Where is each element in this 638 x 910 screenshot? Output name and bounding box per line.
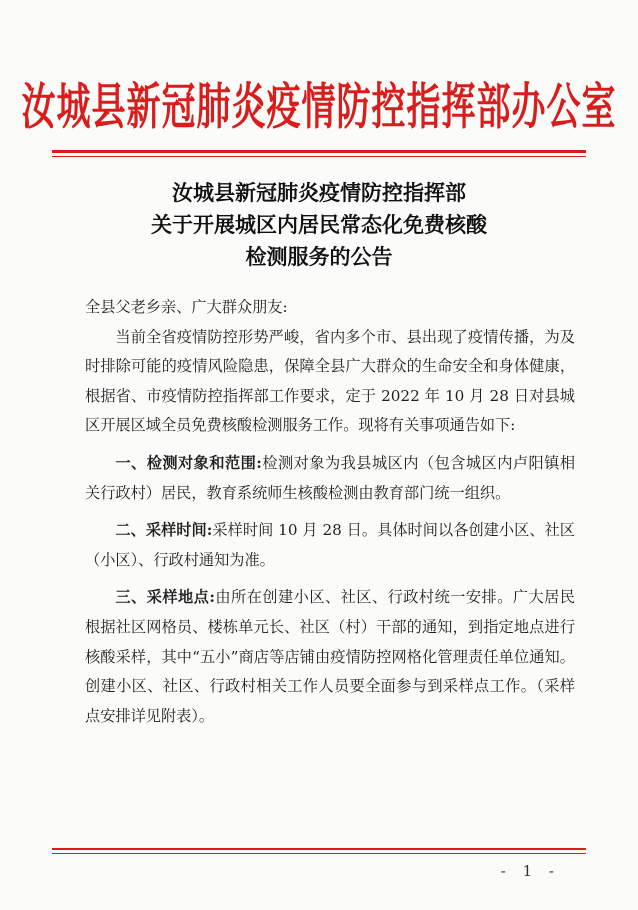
footer-rule-top — [52, 848, 586, 850]
section-testing-scope — [85, 449, 575, 508]
title-line-1: 汝城县新冠肺炎疫情防控指挥部 — [172, 180, 466, 205]
announcement-title — [0, 177, 638, 273]
page-number: - 1 - — [500, 862, 560, 880]
letterhead-rule-thick — [52, 150, 586, 153]
title-line-2: 关于开展城区内居民常态化免费核酸 — [151, 212, 487, 237]
letterhead-title: 汝城县新冠肺炎疫情防控指挥部办公室 — [21, 78, 617, 137]
section-sampling-time — [85, 516, 575, 575]
section-text: 检测对象为我县城区内（包含城区内卢阳镇相关行政村）居民，教育系统师生核酸检测由教育部门统一组织。 — [85, 453, 576, 502]
section-text: 由所在创建小区、社区、行政村统一安排。广大居民根据社区网格员、楼栋单元长、社区（村）干部的通知，到指定地点进行核酸采样，其中“五小”商店等店铺由疫情防控网格化管理责任单位通知。创建小区、社区、行政村相关工作人员要全面参与到采样点工作。（采样点安排详见附表）。 — [85, 588, 576, 725]
announcement-body — [85, 293, 575, 731]
salutation: 全县父老乡亲、广大群众朋友: — [85, 298, 288, 316]
section-heading: 三、采样地点: — [115, 588, 215, 607]
section-heading: 二、采样时间: — [115, 521, 213, 540]
letterhead-rule-thin — [52, 156, 586, 157]
title-line-3: 检测服务的公告 — [245, 244, 393, 269]
intro-paragraph: 当前全省疫情防控形势严峻，省内多个市、县出现了疫情传播，为及时排除可能的疫情风险隐患，保障全县广大群众的生命安全和身体健康，根据省、市疫情防控指挥部工作要求，定于 2022 年 10 月 28 日对县城区开展区域全员免费核酸检测服务工作。现将有关事项通告如下: — [85, 327, 575, 435]
footer-rule-bottom — [52, 853, 586, 854]
section-sampling-location — [85, 583, 575, 731]
section-text: 采样时间 10 月 28 日。具体时间以各创建小区、社区（小区）、行政村通知为准。 — [85, 521, 575, 569]
section-heading: 一、检测对象和范围: — [115, 453, 262, 472]
